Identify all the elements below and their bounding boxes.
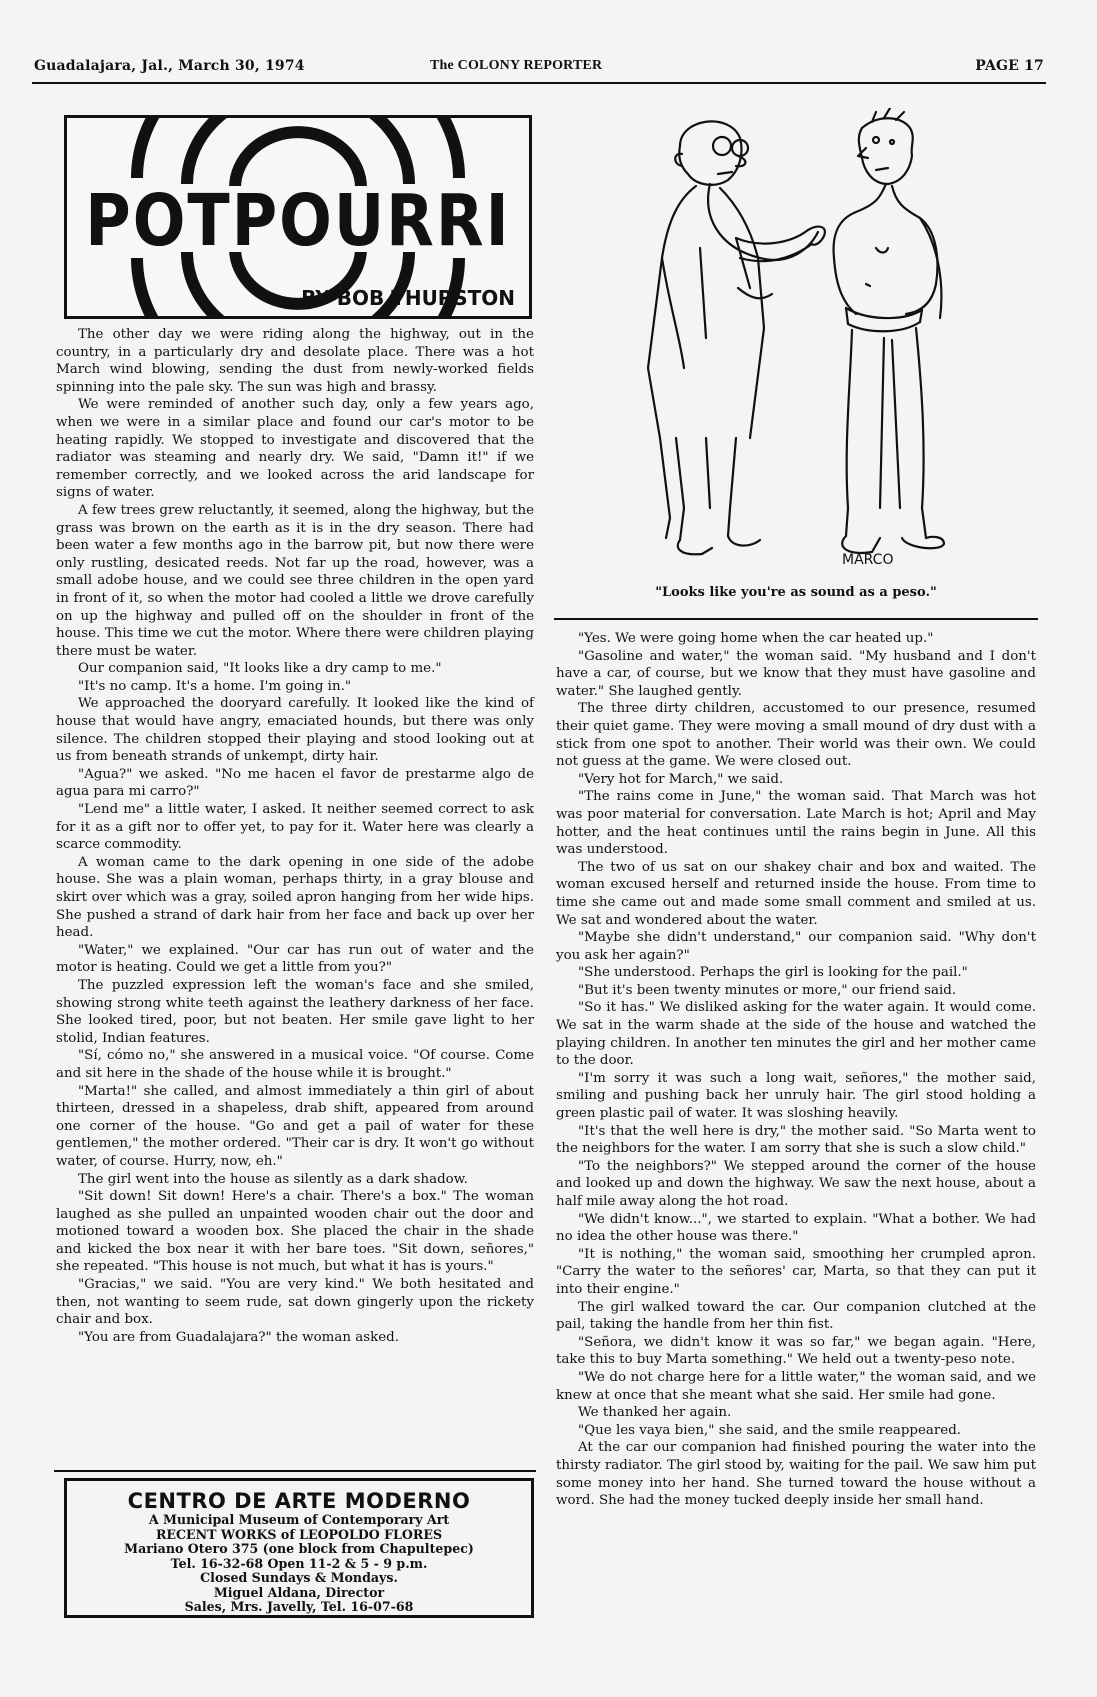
article-paragraph: We approached the dooryard carefully. It looked like the kind of house that would have angry, emaciated hounds, but there was only silence. The children stopped their playing and stood looking out at us from beneath strands of unkempt, dirty hair.: [56, 696, 534, 765]
article-right-column: [556, 630, 1036, 1510]
article-paragraph: "It's no camp. It's a home. I'm going in.": [78, 678, 352, 694]
article-paragraph: The three dirty children, accustomed to our presence, resumed their quiet game. They were moving a small mound of dry dust with a stick from one spot to another. Their world was their own. We could not guess at the game. We were closed out.: [556, 701, 1036, 770]
article-left-column: [56, 326, 534, 1346]
article-paragraph: A woman came to the dark opening in one side of the adobe house. She was a plain woman, perhaps thirty, in a gray blouse and skirt over which was a gray, soiled apron hanging from her wide hips. She pushed a strand of dark hair from her face and back up over her head.: [56, 854, 534, 941]
column-byline: BY BOB THURSTON: [301, 286, 515, 310]
article-paragraph: "Maybe she didn't understand," our companion said. "Why don't you ask her again?": [556, 930, 1036, 963]
ad-body: [67, 1513, 531, 1615]
dateline: Guadalajara, Jal., March 30, 1974: [34, 58, 305, 74]
article-paragraph: The two of us sat on our shakey chair and box and waited. The woman excused herself and returned inside the house. From time to time she came out and made some small comment and smiled at us. We sat and wondered about the water.: [556, 859, 1036, 928]
ad-line: Mariano Otero 375 (one block from Chapultepec): [124, 1541, 474, 1556]
article-paragraph: "We do not charge here for a little water," the woman said, and we knew at once that she meant what she said. Her smile had gone.: [556, 1369, 1036, 1403]
ad-line: Closed Sundays & Mondays.: [200, 1570, 398, 1585]
article-paragraph: The girl walked toward the car. Our companion clutched at the pail, taking the handle from her thin fist.: [556, 1299, 1036, 1333]
article-paragraph: "Que les vaya bien," she said, and the smile reappeared.: [578, 1422, 962, 1438]
ad-line: Tel. 16-32-68 Open 11-2 & 5 - 9 p.m.: [170, 1555, 428, 1571]
article-paragraph: "Gracias," we said. "You are very kind." We both hesitated and then, not wanting to seem rude, sat down gingerly upon the rickety chair and box.: [56, 1277, 534, 1328]
left-divider-rule: [54, 1470, 536, 1472]
article-paragraph: "Yes. We were going home when the car heated up.": [578, 631, 934, 646]
cartoon-caption: "Looks like you're as sound as a peso.": [655, 585, 937, 600]
article-paragraph: "She understood. Perhaps the girl is looking for the pail.": [578, 965, 968, 981]
doctor-cartoon-illustration: [640, 108, 1000, 576]
article-paragraph: "Sit down! Sit down! Here's a chair. There's a box." The woman laughed as she pulled an unpainted wooden chair out the door and motioned toward a wooden box. She placed the chair in the shade and kicked the box near it with her bare toes. "Sit down, señores," she repeated. "This house is not much, but what it has is yours.": [56, 1189, 534, 1275]
article-paragraph: A few trees grew reluctantly, it seemed, along the highway, but the grass was brown on the earth as it is in the dry season. There had been water a few months ago in the barrow pit, but now there were only rustling, desicated reeds. Not far up the road, however, was a small adobe house, and we could see three children in the open yard in front of it, so when the motor had cooled a little we drove carefully on up the highway and pulled off on the shoulder in front of the house. This time we cut the motor. Where there were children playing there must be water.: [56, 502, 534, 659]
article-paragraph: "Sí, cómo no," she answered in a musical voice. "Of course. Come and sit here in the shade of the house while it is brought.": [56, 1048, 534, 1081]
article-paragraph: "I'm sorry it was such a long wait, señores," the mother said, smiling and pushing back her unruly hair. The girl stood holding a green plastic pail of water. It was sloshing heavily.: [556, 1070, 1036, 1122]
masthead-rule: [32, 82, 1046, 84]
article-paragraph: Our companion said, "It looks like a dry camp to me.": [78, 661, 442, 677]
article-paragraph: "But it's been twenty minutes or more," our friend said.: [578, 982, 957, 998]
article-paragraph: The girl went into the house as silently as a dark shadow.: [78, 1171, 468, 1187]
masthead: [34, 50, 1044, 80]
article-paragraph: "Water," we explained. "Our car has run out of water and the motor is heating. Could we get a little from you?": [56, 942, 534, 976]
article-paragraph: "It's that the well here is dry," the mother said. "So Marta went to the neighbors for the water. I am sorry that she is such a slow child.": [556, 1123, 1036, 1157]
article-paragraph: "You are from Guadalajara?" the woman asked.: [78, 1329, 399, 1345]
column-title: POTPOURRI: [85, 178, 511, 263]
article-paragraph: "Very hot for March," we said.: [578, 771, 784, 787]
article-paragraph: We were reminded of another such day, only a few years ago, when we were in a similar place and found our car's motor to be heating rapidly. We stopped to investigate and discovered that the radiator was steaming and nearly dry. We said, "Damn it!" if we remember correctly, and we looked across the arid landscape for signs of water.: [56, 397, 534, 501]
ad-title: CENTRO DE ARTE MODERNO: [127, 1489, 471, 1513]
paper-name: The COLONY REPORTER: [430, 58, 603, 73]
ad-line: A Municipal Museum of Contemporary Art: [148, 1512, 450, 1527]
article-paragraph: "Lend me" a little water, I asked. It neither seemed correct to ask for it as a gift nor to offer yet, to pay for it. Water here was clearly a scarce commodity.: [56, 802, 534, 853]
article-paragraph: "It is nothing," the woman said, smoothing her crumpled apron. "Carry the water to the señores' car, Marta, so that they can put it into their engine.": [556, 1246, 1036, 1297]
article-paragraph: "To the neighbors?" We stepped around the corner of the house and looked up and down the highway. We saw the next house, about a half mile away along the hot road.: [556, 1158, 1036, 1209]
column-banner: [64, 115, 532, 319]
right-divider-rule: [554, 618, 1038, 620]
article-paragraph: The puzzled expression left the woman's face and she smiled, showing strong white teeth against the leathery darkness of her face. She looked tired, poor, but not beaten. Her smile gave light to her stolid, Indian features.: [56, 977, 534, 1046]
ad-centro-de-arte: [64, 1478, 534, 1618]
article-paragraph: "Gasoline and water," the woman said. "My husband and I don't have a car, of course, but we know that they must have gasoline and water." She laughed gently.: [556, 648, 1036, 699]
article-paragraph: At the car our companion had finished pouring the water into the thirsty radiator. The girl stood by, waiting for the pail. We saw him put some money into her hand. She turned toward the house without a word. She had the money tucked deeply inside her small hand.: [556, 1440, 1036, 1509]
ad-line: Sales, Mrs. Javelly, Tel. 16-07-68: [184, 1599, 414, 1614]
article-paragraph: The other day we were riding along the highway, out in the country, in a particularly dry and desolate place. There was a hot March wind blowing, sending the dust from newly-worked fields spinning into the pale sky. The sun was high and brassy.: [56, 327, 534, 395]
article-paragraph: "Señora, we didn't know it was so far," we began again. "Here, take this to buy Marta something." We held out a twenty-peso note.: [556, 1334, 1036, 1368]
article-paragraph: We thanked her again.: [578, 1405, 732, 1421]
ad-line: Miguel Aldana, Director: [213, 1584, 385, 1600]
article-paragraph: "Agua?" we asked. "No me hacen el favor de prestarme algo de agua para mi carro?": [56, 766, 534, 800]
article-paragraph: "The rains come in June," the woman said. That March was hot was poor material for conversation. Late March is hot; April and May hotter, and the heat continues until the rains begin in June. All this was understood.: [556, 789, 1036, 858]
page-number: PAGE 17: [975, 58, 1044, 74]
article-paragraph: "We didn't know...", we started to explain. "What a bother. We had no idea the other house was there.": [556, 1211, 1036, 1245]
ad-line: RECENT WORKS of LEOPOLDO FLORES: [155, 1526, 443, 1542]
article-paragraph: "Marta!" she called, and almost immediately a thin girl of about thirteen, dressed in a shapeless, drab shift, appeared from around one corner of the house. "Go and get a pail of water for these gentlemen," the mother ordered. "Their car is dry. It won't go without water, of course. Hurry, now, eh.": [56, 1083, 534, 1169]
cartoon-signature: MARCO: [842, 552, 894, 568]
article-paragraph: "So it has." We disliked asking for the water again. It would come. We sat in the warm shade at the side of the house and watched the playing children. In another ten minutes the girl and her mother came to the door.: [556, 1000, 1036, 1069]
